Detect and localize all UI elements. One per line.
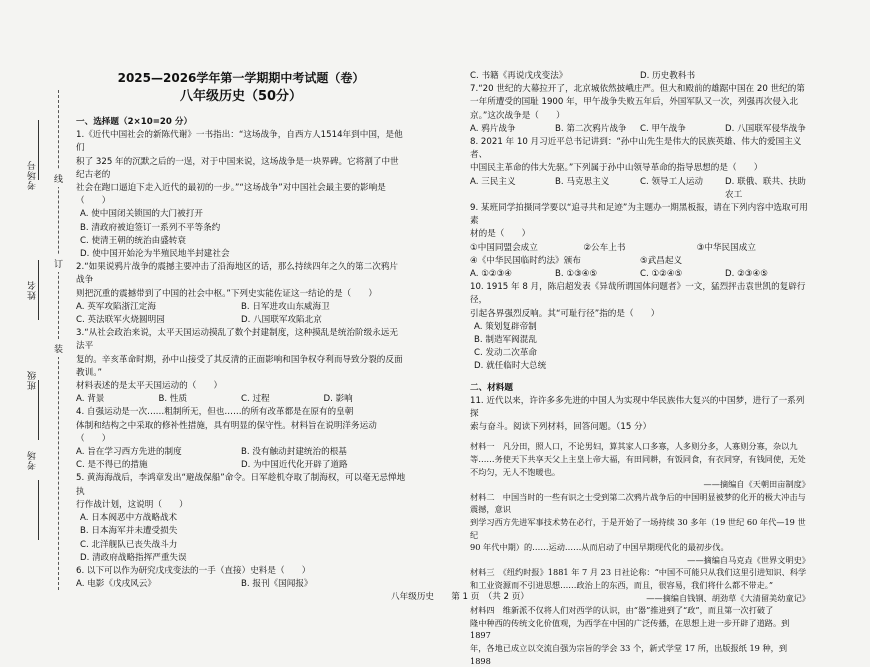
left-questions <box>76 116 406 591</box>
left-column <box>76 70 406 591</box>
option-text: A. 日本阀恶中方战略战术 <box>80 513 178 524</box>
option-text: C. 使清王朝的统治由盛转衰 <box>80 235 186 246</box>
option-text: C. 英法联军火烧圆明园 <box>76 315 165 326</box>
option-text: D. 历史教科书 <box>640 71 696 81</box>
mark-line: 线 <box>54 170 63 187</box>
option-text: A. 英军攻陷浙江定海 <box>76 301 156 312</box>
question-text: 材的是（ ） <box>470 229 531 240</box>
option-text: C. ①②④⑤ <box>640 269 683 280</box>
question-text: 材料表述的是太平天国运动的（ ） <box>76 381 223 392</box>
exam-title: 2025—2026学年第一学期期中考试题（卷） <box>117 71 365 85</box>
question-text: 6. 以下可以作为研究戊戌变法的一手（直接）史料是（ ） <box>76 565 311 576</box>
question-text: 中国民主革命的伟大先驱。”下列属于孙中山领导革命的指导思想的是（ ） <box>470 163 763 174</box>
option-text: B. 没有触动封建统治的根基 <box>241 447 347 458</box>
option-text: B. 日本海军并未遭受损失 <box>80 526 178 537</box>
question-text: 2.“如果说鸦片战争的震撼主要冲击了沿海地区的话，那么持续四年之久的第二次鸦片战争 <box>76 262 399 286</box>
question-text: 3.“从社会政治来说，太平天国运动摸乱了数个封建制度，这种摸乱是统治阶级永远无法平 <box>76 328 399 352</box>
option-row <box>470 123 810 136</box>
spacer <box>470 374 810 380</box>
question-text: 体制和结构之中采取的修补性措施，具有明显的保守性。材料旨在说明洋务运动（ ） <box>76 420 377 444</box>
question-text: 4. 自强运动是一次……粗制所无，但也……的所有改革都是在原有的皇朝 <box>76 407 354 418</box>
right-questions <box>470 70 810 667</box>
material-source: ——摘编自钱钢、胡劲草《大清留美幼童记》 <box>646 592 810 603</box>
question-text: 一年所遭受的国耻 1900 年，甲午战争失败五年后，外国军队又一次，列强再次侵入北京。”这次战争是（ ） <box>470 97 799 121</box>
label-exam-number: 考场号 <box>28 160 38 190</box>
option-text: C. 过程 <box>241 394 270 405</box>
material-text: 90 年代中期）的……运动……从而启动了中国早期现代化的最初步伐。 <box>470 542 729 553</box>
label-class: 班级 <box>28 370 38 390</box>
question-text: 7.“20 世纪的大幕拉开了，北京城依然披峨庄严。但大和殿前的雄踞中国在 20 世纪的第 <box>470 84 805 95</box>
option-text: C. 书籍《再说戊戌变法》 <box>470 71 568 81</box>
material-text: 材料一 凡分田，照人口，不论男妇，算其家人口多寡，人多则分多，人寡则分寡，杂以九 <box>470 441 798 452</box>
question-text: 8. 2021 年 10 月习近平总书记讲到：“孙中山先生是伟大的民族英雄、伟大的爱国主义者、 <box>470 137 802 161</box>
question-text: 行作战计划，这说明（ ） <box>76 499 188 510</box>
option-row <box>470 268 810 281</box>
option-text: A. 电影《戊戌风云》 <box>76 579 156 590</box>
option-text: B. 马克思主义 <box>555 176 610 187</box>
section-heading: 一、选择题（2×10=20 分） <box>76 117 193 127</box>
option-text: ④《中华民国临时约法》颁布 <box>470 255 581 266</box>
option-text: B. 日军进攻山东威海卫 <box>241 301 330 312</box>
option-text: D. ②③④⑤ <box>725 269 768 280</box>
option-text: C. 领导工人运动 <box>640 176 704 187</box>
option-text: ②公车上书 <box>583 242 626 253</box>
option-row <box>470 255 810 268</box>
question-text: 积了 325 年的沉默之后的一逞，对于中国来说，这场战争是一块界碑。它将割了中世纪古老的 <box>76 156 399 180</box>
material-source: ——摘编自《天朝田亩制度》 <box>703 479 810 490</box>
option-text: A. 使中国闭关锁国的大门被打开 <box>80 209 203 220</box>
option-text: A. 三民主义 <box>470 176 516 187</box>
label-name: 姓名 <box>28 280 38 300</box>
question-text: 11. 近代以来，许许多多先进的中国人为实现中华民族伟大复兴的中国梦，进行了一系列探 <box>470 395 805 420</box>
option-text: D. 联俄、联共、扶助农工 <box>725 176 806 200</box>
option-text: B. 清政府被迫签订一系列不平等条约 <box>80 222 221 233</box>
underline-room <box>38 480 39 540</box>
option-text: C. 是不得已的措施 <box>76 460 148 471</box>
material-text: 隆中种西的传统文化价值观，为西学在中国的广泛传播，在思想上进一步开辟了道路。到 1897 <box>470 617 790 641</box>
option-text: A. 旨在学习西方先进的制度 <box>76 447 182 458</box>
material-text: 等……务使天下共享天父上主皇上帝大福，有田同耕，有饭同食，有衣同穿，有钱同使，无处 <box>470 454 806 465</box>
option-row <box>76 459 406 472</box>
question-text: 索与奋斗。阅读下列材料，回答问题。（15 分） <box>470 422 652 433</box>
material-source: ——摘编自马克垚《世界文明史》 <box>687 554 810 565</box>
option-text: C. 甲午战争 <box>640 123 686 134</box>
option-row <box>76 446 406 459</box>
option-text: D. 八国联军侵华战争 <box>725 123 806 134</box>
question-text: 9. 某班同学拍摄同学要以“追寻共和足迹”为主题办一期黑板报，请在下列内容中选取可用素 <box>470 203 808 227</box>
section-heading: 二、材料题 <box>470 382 513 393</box>
material-text: 材料三 《纽约时报》1881 年 7 月 23 日社论称：“中国不可能只从我们这里引进知识、科学 <box>470 567 807 578</box>
option-text: D. 清政府战略指挥严重失误 <box>80 552 187 563</box>
option-text: ⑤武昌起义 <box>640 255 683 266</box>
material-text: 材料二 中国当时的一些有识之士受到第二次鸦片战争后的中国明显被梦的化开的极大冲击与震撼，意识 <box>470 491 806 515</box>
option-text: B. ①③④⑤ <box>555 269 598 280</box>
option-text: A. 背景 <box>76 394 105 405</box>
question-text: 1.《近代中国社会的新陈代谢》一书指出：“这场战争，自西方人1514年到中国，是他们 <box>76 130 403 154</box>
question-text: 社会在跑口逼迫下走入近代的最初的一步。”“这场战争”对中国社会最主要的影响是（ ） <box>76 183 386 207</box>
mark-bind: 订 <box>54 255 63 272</box>
option-row <box>76 314 406 327</box>
option-text: D. 影响 <box>323 394 353 405</box>
option-text: D. 使中国开始沦为半殖民地半封建社会 <box>80 249 230 260</box>
option-text: D. 八国联军攻陷北京 <box>241 315 322 326</box>
option-row <box>76 301 406 314</box>
option-text: B. 报刊《国闻报》 <box>241 579 313 590</box>
option-text: C. 发动二次革命 <box>474 348 538 359</box>
option-text: D. 为中国近代化开辟了道路 <box>241 460 348 471</box>
option-row <box>470 176 810 202</box>
binding-margin <box>0 0 70 615</box>
material-text: 材料四 维新派不仅将人们对西学的认识，由“器”推进到了“政”，而且第一次打破了 <box>470 605 774 616</box>
option-text: B. 性质 <box>158 394 188 405</box>
option-row <box>470 242 810 255</box>
option-text: B. 制造军阀混乱 <box>474 335 537 346</box>
option-row <box>470 70 810 83</box>
option-text: ①中国同盟会成立 <box>470 242 538 253</box>
option-text: A. 鸦片战争 <box>470 123 516 134</box>
option-row <box>76 393 406 406</box>
exam-subtitle: 八年级历史（50分） <box>179 89 303 104</box>
question-text: 5. 黄海海战后，李鸿章发出“避战保船”命令。日军趁机夺取了制海权，可以毫无忌惮地执 <box>76 473 406 497</box>
question-text: 复的。辛亥革命时期，孙中山接受了其反清的正面影响和国争权夺利而导致分裂的反面教训。” <box>76 354 403 378</box>
question-text: 10. 1915 年 8 月，陈启超发表《异哉所谓国体问题者》一文，猛烈抨击袁世凯的复辟行径， <box>470 282 806 306</box>
material-text: 年，各地已成立以交流自强为宗旨的学会 33 个，新式学堂 17 所，出版报纸 19 种，到 1898 <box>470 642 788 666</box>
option-text: C. 北洋舰队已丧失战斗力 <box>80 539 178 550</box>
option-text: D. 就任临时大总统 <box>474 361 547 372</box>
label-exam-room: 考场 <box>28 450 38 470</box>
mark-pack: 装 <box>54 340 63 357</box>
option-text: A. ①②③④ <box>470 269 513 280</box>
page-footer: 八年级历史 第 1 页 （共 2 页） <box>391 592 529 602</box>
material-text: 到学习西方先进军事技术势在必行，于是开始了一场持续 30 多年（19 世纪 60 年代—19 世纪 <box>470 517 806 540</box>
material-text: 和工业资源而不引进思想……政治上的东西，而且，很容易，我们将什么都不带走。” <box>470 580 774 591</box>
option-row <box>76 578 406 591</box>
question-text: 引起各界强烈反响。其“可耻行径”指的是（ ） <box>470 308 660 319</box>
option-text: A. 策划复辟帝制 <box>474 321 537 332</box>
material-text: 不均匀，无人不饱暖也。 <box>470 466 561 477</box>
option-text: B. 第二次鸦片战争 <box>555 123 627 134</box>
option-text: ③中华民国成立 <box>696 242 756 253</box>
question-text: 则把沉重的震撼带到了中国的社会中枢。”下列史实能佐证这一结论的是（ ） <box>76 288 377 299</box>
right-column <box>470 70 810 667</box>
